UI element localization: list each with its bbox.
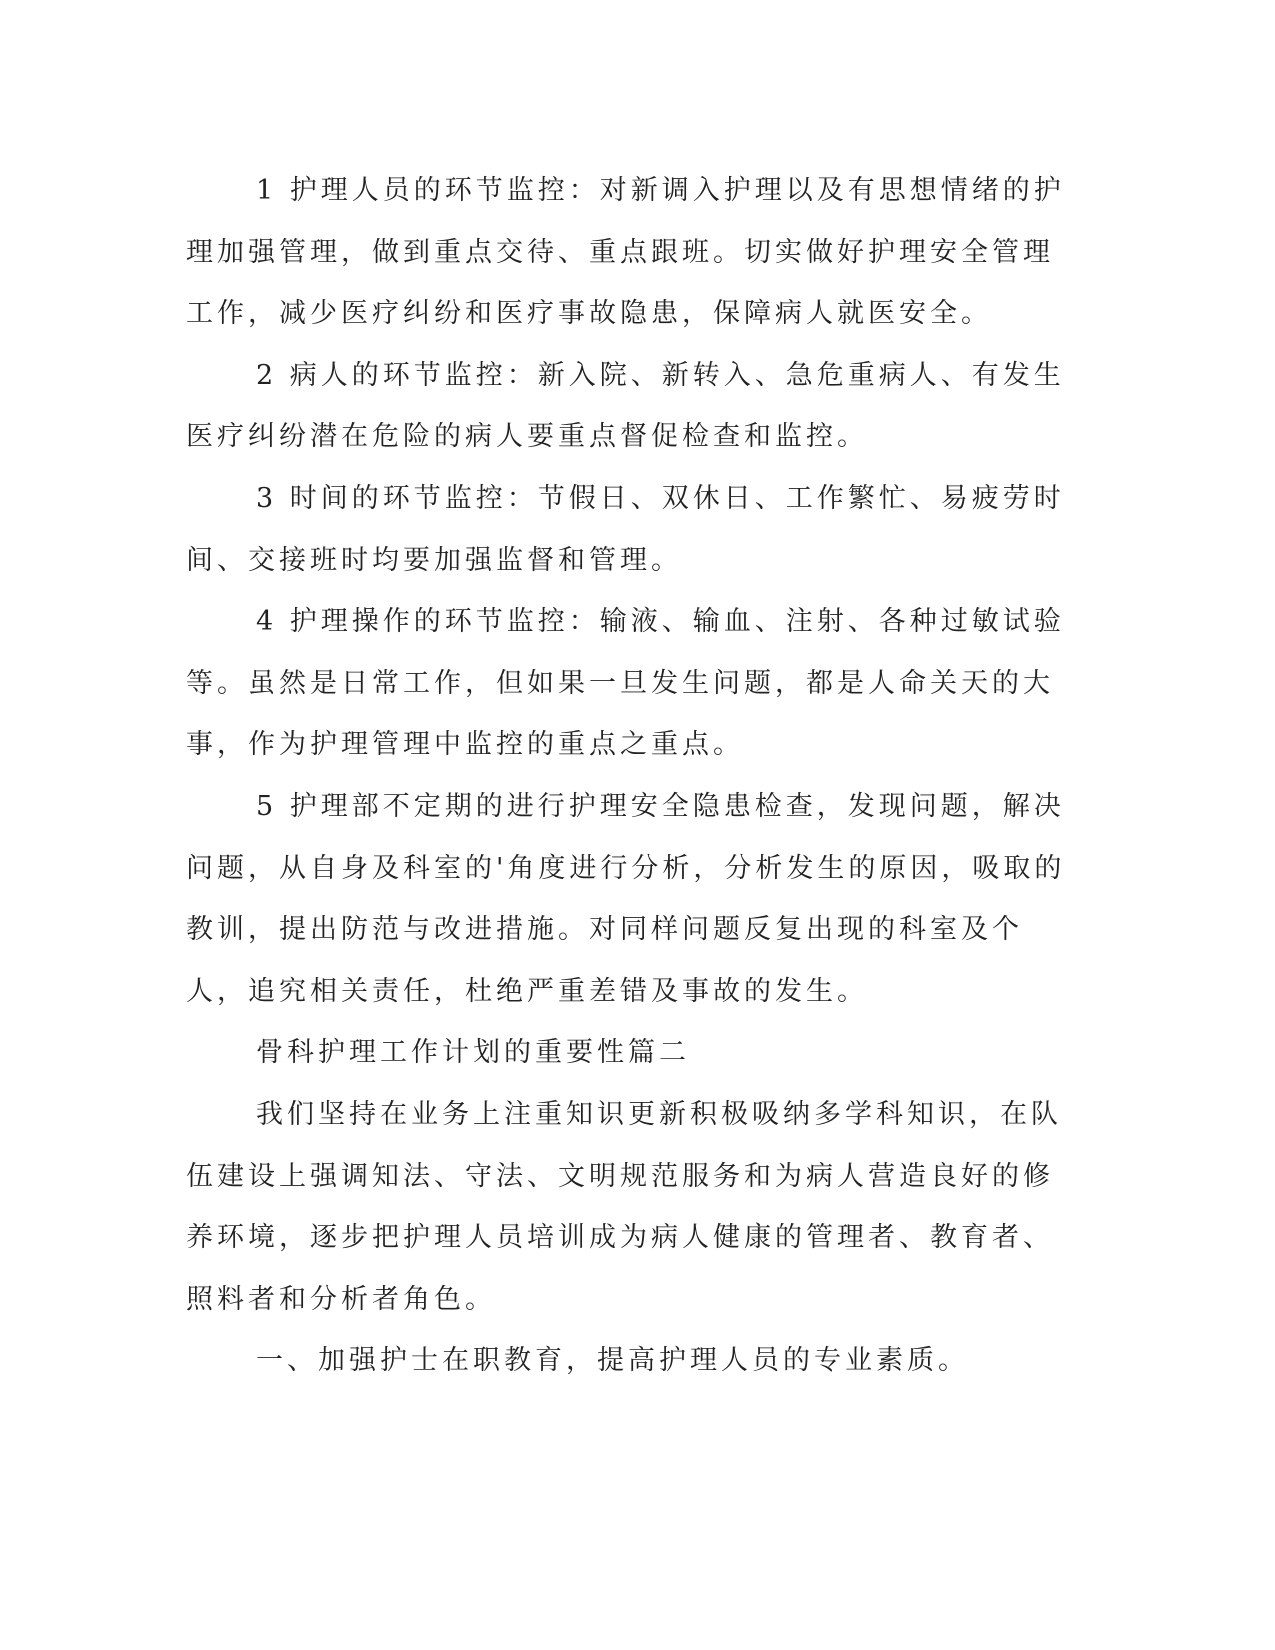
document-body [186, 160, 1071, 1392]
paragraph-safety-inspection: 5 护理部不定期的进行护理安全隐患检查，发现问题，解决问题，从自身及科室的'角度进行分析，分析发生的原因，吸取的教训，提出防范与改进措施。对同样问题反复出现的科室及个人，追究相关责任，杜绝严重差错及事故的发生。 [186, 790, 1066, 1007]
paragraph-team-building: 我们坚持在业务上注重知识更新积极吸纳多学科知识，在队伍建设上强调知法、守法、文明规范服务和为病人营造良好的修养环境，逐步把护理人员培训成为病人健康的管理者、教育者、照料者和分析者角色。 [186, 1098, 1062, 1315]
paragraph-in-service-education: 一、加强护士在职教育，提高护理人员的专业素质。 [256, 1345, 969, 1377]
paragraph-time-monitoring: 3 时间的环节监控：节假日、双休日、工作繁忙、易疲劳时间、交接班时均要加强监督和管理。 [186, 482, 1065, 576]
section-heading: 骨科护理工作计划的重要性篇二 [256, 1037, 690, 1069]
paragraph-patient-monitoring: 2 病人的环节监控：新入院、新转入、急危重病人、有发生医疗纠纷潜在危险的病人要重点督促检查和监控。 [186, 359, 1065, 453]
paragraph-nurse-monitoring: 1 护理人员的环节监控：对新调入护理以及有思想情绪的护理加强管理，做到重点交待、重点跟班。切实做好护理安全管理工作，减少医疗纠纷和医疗事故隐患，保障病人就医安全。 [186, 175, 1065, 330]
paragraph-operation-monitoring: 4 护理操作的环节监控：输液、输血、注射、各种过敏试验等。虽然是日常工作，但如果一旦发生问题，都是人命关天的大事，作为护理管理中监控的重点之重点。 [186, 606, 1065, 761]
